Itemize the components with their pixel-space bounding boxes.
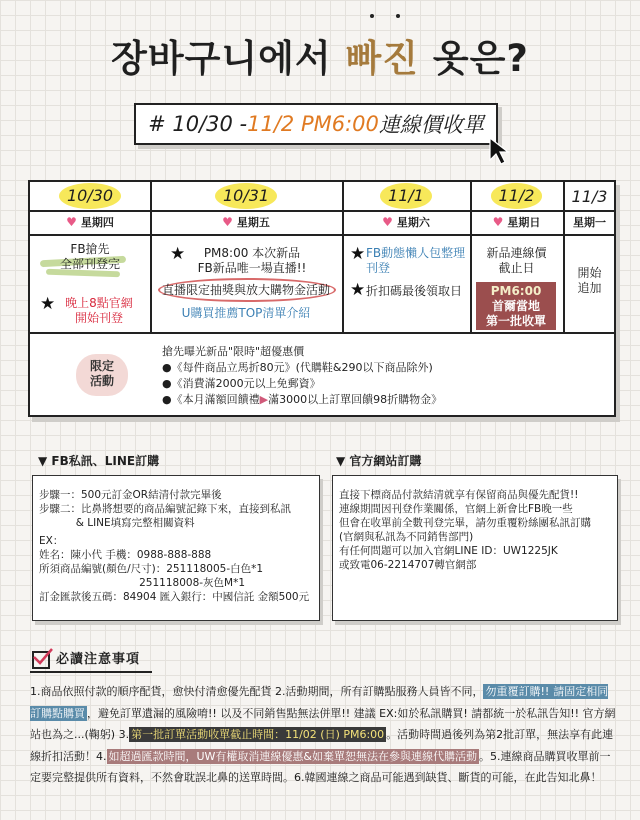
date-nov2: 11/2 xyxy=(470,182,563,210)
web-line: 連線期間因刊登作業關係，官網上新會比FB晚一些 xyxy=(339,503,573,515)
notice-highlight: 如超過匯款時間，UW有權取消連線優惠&如棄單恕無法在參與連線代購活動 xyxy=(108,749,478,763)
heart-icon: ♥ xyxy=(222,215,233,229)
fb-line: 姓名：陳小代 手機：0988-888-888 xyxy=(39,549,212,561)
date-nov3: 11/3 xyxy=(571,186,608,206)
date-oct30: 10/30 xyxy=(30,182,150,210)
oct31-live-event: PM8:00 本次新品 FB新品唯一場直播!! xyxy=(197,246,307,275)
web-line: 直接下標商品付款結清就享有保留商品與優先配貨!! xyxy=(339,489,579,501)
cursor-arrow-icon xyxy=(488,136,514,166)
date-highlight: 11/2 PM6:00 xyxy=(247,112,379,136)
day-monday: 星期一 xyxy=(573,216,606,229)
promo-list xyxy=(162,344,442,408)
heart-icon: ♥ xyxy=(382,215,393,229)
web-line: 有任何問題可以加入官網LINE ID：UW1225JK xyxy=(339,545,558,557)
oct31-lottery-event: 直播限定抽獎與放大購物金活動 xyxy=(161,283,330,297)
fb-section-title: ▼ FB私訊、LINE訂購 xyxy=(38,454,160,468)
web-section-title: ▼ 官方網站訂購 xyxy=(336,454,422,468)
day-friday: ♥ 星期五 xyxy=(222,215,270,229)
promo-item: ●《消費滿2000元以上免郵資》 xyxy=(162,377,321,390)
web-line: (官網與私訊為不同銷售部門) xyxy=(339,531,474,543)
notice-underline xyxy=(30,671,152,673)
notice-heading: 必讀注意事項 xyxy=(32,648,140,669)
notice-highlight: 勿重覆訂購!! xyxy=(485,685,550,698)
date-nov1: 11/1 xyxy=(342,182,470,210)
checkbox-icon xyxy=(32,651,50,669)
star-icon: ★ xyxy=(40,294,56,314)
web-order-panel xyxy=(332,475,618,621)
nov1-summary-event: FB動態懶人包整理 刊登 xyxy=(366,246,466,275)
play-arrow-icon: ▶ xyxy=(259,393,269,406)
triangle-down-icon: ▼ xyxy=(38,454,52,468)
oct31-top-list: U購買推薦TOP清單介紹 xyxy=(181,306,311,320)
title-dots-decoration xyxy=(368,12,428,20)
triangle-down-icon: ▼ xyxy=(336,454,350,468)
nov1-coupon-event: 折扣碼最後領取日 xyxy=(366,284,463,298)
fb-line: EX： xyxy=(39,535,64,547)
promo-item: ●《每件商品立馬折80元》(代購鞋&290以下商品除外) xyxy=(162,361,433,374)
day-saturday: ♥ 星期六 xyxy=(382,215,430,229)
star-icon: ★ xyxy=(350,280,366,300)
promo-heading: 搶先曝光新品"限時"超優惠價 xyxy=(162,345,305,358)
fb-line: & LINE填寫完整相關資料 xyxy=(39,517,195,529)
date-range-banner: # 10/30 - 11/2 PM6:00 連線價收單 xyxy=(134,103,498,145)
fb-line: 訂金匯款後五碼：84904 匯入銀行：中國信託 金額500元 xyxy=(39,591,310,603)
web-line: 或致電06-2214707轉官網部 xyxy=(339,559,477,571)
star-icon: ★ xyxy=(170,244,186,264)
fb-order-panel xyxy=(32,475,320,621)
title-accent: 빠진 xyxy=(345,37,419,80)
web-line: 但會在收單前全數刊登完畢，請勿重覆粉絲團私訊訂購 xyxy=(339,517,591,529)
oct30-event: FB搶先 全部刊登完 xyxy=(59,242,120,271)
date-oct31: 10/31 xyxy=(150,182,342,210)
heart-icon: ♥ xyxy=(492,215,504,229)
star-icon: ★ xyxy=(350,244,366,264)
day-thursday: ♥ 星期四 xyxy=(66,215,114,229)
day-sunday: ♥ 星期日 xyxy=(492,215,541,229)
notice-body: 1.商品依照付款的順序配貨，愈快付清愈優先配貨 2.活動期間，所有訂購點服務人員皆不同， 勿重覆訂購!! 請固定相同訂購點購買 ，避免訂單遺漏的風險唷!! 以及不同銷售點無法併單!! 建議 EX:如於私訊購買! 請都統一於私訊告知!! 官方網站也為之...(鞠躬) 3. 第一批訂單活動收單截止時間：11/02 (日) PM6:00 。活動時間過後列為第2批訂單，無法享有此連線折扣活動！4. 如超過匯款時間，UW有權取消連線優惠&如棄單恕無法在參與連線代購活動 。5.連線商品購買收單前一定要完整提供所有資料，不然會耽誤北鼻的送單時間。6.韓國連線之商品可能遇到缺貨、斷貨的可能，在此告知北鼻！ xyxy=(30,685,616,784)
heart-icon: ♥ xyxy=(66,215,77,229)
nov2-deadline-event: 新品連線價 截止日 xyxy=(486,246,547,275)
nov2-deadline-box: PM6:00 首爾當地 第一批收單 xyxy=(476,282,556,330)
fb-line: 所須商品編號(顏色/尺寸)：251118005-白色*1 xyxy=(39,563,264,575)
fb-line: 步驟二：比鼻將想要的商品編號記錄下來，直接到私訊 xyxy=(39,503,291,515)
nov3-event: 開始 追加 xyxy=(577,266,602,295)
schedule-calendar xyxy=(28,180,616,417)
page-title: 장바구니에서 빠진 옷은? xyxy=(111,37,529,80)
notice-deadline-highlight: 第一批訂單活動收單截止時間：11/02 (日) PM6:00 xyxy=(131,728,385,741)
limited-event-badge: 限定 活動 xyxy=(76,354,128,396)
fb-line: 251118008-灰色M*1 xyxy=(39,577,246,589)
fb-line: 步驟一：500元訂金OR結清付款完畢後 xyxy=(39,489,222,501)
promo-item: ●《本月滿額回饋禮▶滿3000以上訂單回饋98折購物金》 xyxy=(162,393,443,406)
notice-highlight: 請固定相同訂購點購買 xyxy=(30,685,609,720)
oct30-web-event: 晚上8點官網 開始刊登 xyxy=(65,296,133,325)
